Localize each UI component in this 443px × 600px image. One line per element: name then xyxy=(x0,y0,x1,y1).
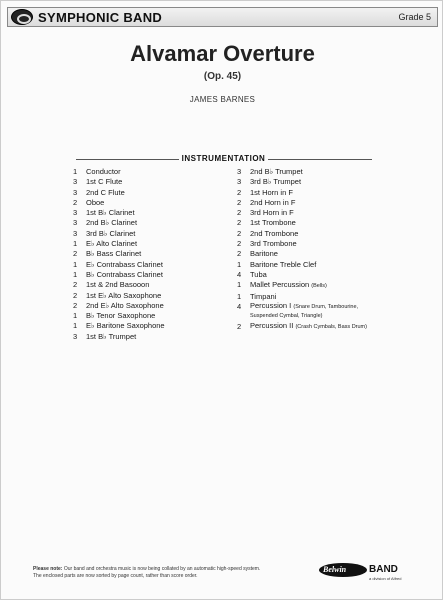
instrument-name: 2nd B♭ Clarinet xyxy=(86,218,138,228)
instrument-name: E♭ Contrabass Clarinet xyxy=(86,259,163,269)
instrument-name-cell xyxy=(250,322,377,333)
instrument-name: E♭ Alto Clarinet xyxy=(86,239,138,249)
instrument-name-cell xyxy=(250,218,377,228)
series-title: SYMPHONIC BAND xyxy=(38,10,163,25)
instrument-name: Baritone xyxy=(250,249,278,259)
instrument-row xyxy=(73,260,233,270)
instrument-name: 1st Trombone xyxy=(250,218,296,228)
instrument-name-cell xyxy=(86,218,233,228)
instrument-name: Percussion I xyxy=(250,300,292,310)
instrument-row xyxy=(237,177,377,187)
instrument-name: B♭ Tenor Saxophone xyxy=(86,311,156,321)
instrument-name-cell xyxy=(86,280,233,290)
instrument-qty: 4 xyxy=(237,269,242,279)
grade-label: Grade 5 xyxy=(398,12,431,22)
instrument-qty: 2 xyxy=(73,249,78,259)
instrument-name-cell xyxy=(250,302,377,322)
instrument-name-cell xyxy=(86,208,233,218)
belwin-logo-icon xyxy=(11,9,33,25)
instrument-name: B♭ Bass Clarinet xyxy=(86,249,142,259)
instrument-qty: 2 xyxy=(237,321,242,331)
instrument-qty: 1 xyxy=(237,259,242,269)
instrument-name: 2nd Horn in F xyxy=(250,197,296,207)
instrument-qty: 1 xyxy=(73,321,78,331)
instrument-qty: 3 xyxy=(73,208,78,218)
instrument-note: (Crash Cymbals, Bass Drum) xyxy=(295,323,367,330)
instrument-qty: 2 xyxy=(73,290,78,300)
instrument-row xyxy=(73,229,233,239)
instrument-qty: 1 xyxy=(237,291,242,301)
instrument-row xyxy=(73,301,233,311)
instrument-name: Oboe xyxy=(86,197,105,207)
instrument-name-cell xyxy=(86,332,233,342)
instrument-qty: 3 xyxy=(73,187,78,197)
instrument-name-cell xyxy=(86,301,233,311)
instrument-name-cell xyxy=(86,198,233,208)
instrument-note: (Snare Drum, Tambourine, Suspended Cymbal, Triangle) xyxy=(250,303,359,319)
instrument-qty: 1 xyxy=(73,167,78,176)
instrument-row xyxy=(237,167,377,177)
instrument-row xyxy=(237,229,377,239)
instrument-qty: 1 xyxy=(73,259,78,269)
instrument-row xyxy=(237,322,377,333)
instrument-qty: 2 xyxy=(237,208,242,218)
instrument-qty: 4 xyxy=(237,301,242,311)
instrument-name: 1st Horn in F xyxy=(250,187,293,197)
instrument-row xyxy=(237,239,377,249)
instrument-qty: 3 xyxy=(73,331,78,341)
instrument-row xyxy=(237,280,377,291)
collation-footnote xyxy=(33,566,263,579)
instrument-name-cell xyxy=(86,260,233,270)
instrument-name: 2nd E♭ Alto Saxophone xyxy=(86,300,164,310)
instrument-name: B♭ Contrabass Clarinet xyxy=(86,269,163,279)
instrument-row xyxy=(237,218,377,228)
instrument-qty: 2 xyxy=(237,239,242,249)
instrument-name-cell xyxy=(86,188,233,198)
instrument-qty: 2 xyxy=(237,228,242,238)
instrumentation-list-right xyxy=(237,167,377,333)
instrument-name-cell xyxy=(250,177,377,187)
instrument-name-cell xyxy=(86,249,233,259)
instrument-name: 2nd B♭ Trumpet xyxy=(250,167,303,176)
instrument-row xyxy=(73,218,233,228)
instrument-name: Baritone Treble Clef xyxy=(250,259,317,269)
instrument-row xyxy=(73,321,233,331)
instrument-qty: 1 xyxy=(237,280,242,290)
instrument-row xyxy=(237,270,377,280)
instrument-name-cell xyxy=(250,270,377,280)
instrument-name: 3rd Trombone xyxy=(250,239,297,249)
instrument-row xyxy=(237,208,377,218)
instrument-row xyxy=(237,188,377,198)
instrument-row xyxy=(73,177,233,187)
instrument-note: (Bells) xyxy=(311,283,327,290)
instrument-name: 1st E♭ Alto Saxophone xyxy=(86,290,162,300)
instrument-name-cell xyxy=(250,167,377,177)
instrument-qty: 2 xyxy=(73,197,78,207)
instrument-qty: 3 xyxy=(237,177,242,187)
instrument-name-cell xyxy=(86,311,233,321)
instrument-name: Mallet Percussion xyxy=(250,280,310,290)
heading-rule-right xyxy=(268,159,372,160)
instrument-row xyxy=(73,280,233,290)
instrument-name: Percussion II xyxy=(250,320,294,330)
instrument-qty: 2 xyxy=(237,197,242,207)
instrument-qty: 1 xyxy=(73,311,78,321)
instrument-name: 2nd C Flute xyxy=(86,187,125,197)
instrument-row xyxy=(73,198,233,208)
instrument-row xyxy=(73,167,233,177)
series-banner xyxy=(7,7,438,27)
instrument-row xyxy=(73,270,233,280)
instrument-qty: 2 xyxy=(237,249,242,259)
instrumentation-list-left xyxy=(73,167,233,342)
instrument-name: Conductor xyxy=(86,167,121,176)
instrument-row xyxy=(237,302,377,322)
footnote-text: Our band and orchestra music is now being collated by an automatic high-speed system. The enclosed parts are now sorted by page count, rather than score order. xyxy=(33,566,261,579)
instrument-name-cell xyxy=(86,291,233,301)
instrument-name-cell xyxy=(86,321,233,331)
publisher-subtitle: a division of Alfred xyxy=(369,576,402,581)
instrument-name-cell xyxy=(250,280,377,291)
instrument-qty: 3 xyxy=(73,177,78,187)
instrument-name: 3rd Horn in F xyxy=(250,208,294,218)
instrument-name: Tuba xyxy=(250,269,267,279)
instrument-row xyxy=(73,188,233,198)
instrument-name-cell xyxy=(250,239,377,249)
instrumentation-heading: INSTRUMENTATION xyxy=(181,154,266,163)
publisher-band: BAND xyxy=(369,564,398,575)
instrument-row xyxy=(73,311,233,321)
instrument-name-cell xyxy=(86,270,233,280)
instrument-qty: 1 xyxy=(73,269,78,279)
footnote-label: Please note: xyxy=(33,566,63,572)
piece-title: Alvamar Overture xyxy=(130,41,315,66)
instrument-name: Timpani xyxy=(250,291,277,301)
composer-name: JAMES BARNES xyxy=(189,95,256,104)
instrument-name: 1st B♭ Clarinet xyxy=(86,208,135,218)
publisher-logo xyxy=(319,563,409,581)
instrument-name: 2nd Trombone xyxy=(250,228,299,238)
instrument-row xyxy=(237,198,377,208)
instrument-name-cell xyxy=(250,188,377,198)
instrument-name-cell xyxy=(250,229,377,239)
instrument-name: 1st & 2nd Basooon xyxy=(86,280,150,290)
instrument-name: 3rd B♭ Clarinet xyxy=(86,228,136,238)
instrument-name-cell xyxy=(86,177,233,187)
instrument-qty: 2 xyxy=(237,218,242,228)
instrument-qty: 2 xyxy=(73,280,78,290)
instrument-name: 3rd B♭ Trumpet xyxy=(250,177,302,187)
instrument-row xyxy=(237,249,377,259)
publisher-name: Belwin xyxy=(323,565,347,574)
instrument-name-cell xyxy=(250,208,377,218)
instrument-name-cell xyxy=(250,249,377,259)
instrument-qty: 2 xyxy=(73,300,78,310)
instrument-row xyxy=(73,239,233,249)
instrument-qty: 3 xyxy=(73,218,78,228)
instrument-qty: 1 xyxy=(73,239,78,249)
instrument-qty: 2 xyxy=(237,187,242,197)
instrument-qty: 3 xyxy=(73,228,78,238)
instrument-row xyxy=(73,208,233,218)
instrument-name: 1st B♭ Trumpet xyxy=(86,331,137,341)
instrument-qty: 3 xyxy=(237,167,242,176)
instrument-row xyxy=(73,249,233,259)
instrument-name-cell xyxy=(250,198,377,208)
instrument-name-cell xyxy=(86,167,233,177)
instrument-row xyxy=(73,291,233,301)
instrument-name: E♭ Baritone Saxophone xyxy=(86,321,165,331)
instrument-name-cell xyxy=(86,229,233,239)
instrument-name-cell xyxy=(86,239,233,249)
instrument-name-cell xyxy=(250,260,377,270)
instrument-name: 1st C Flute xyxy=(86,177,123,187)
opus-number: (Op. 45) xyxy=(203,71,242,82)
instrument-row xyxy=(237,260,377,270)
instrument-row xyxy=(73,332,233,342)
heading-rule-left xyxy=(76,159,179,160)
